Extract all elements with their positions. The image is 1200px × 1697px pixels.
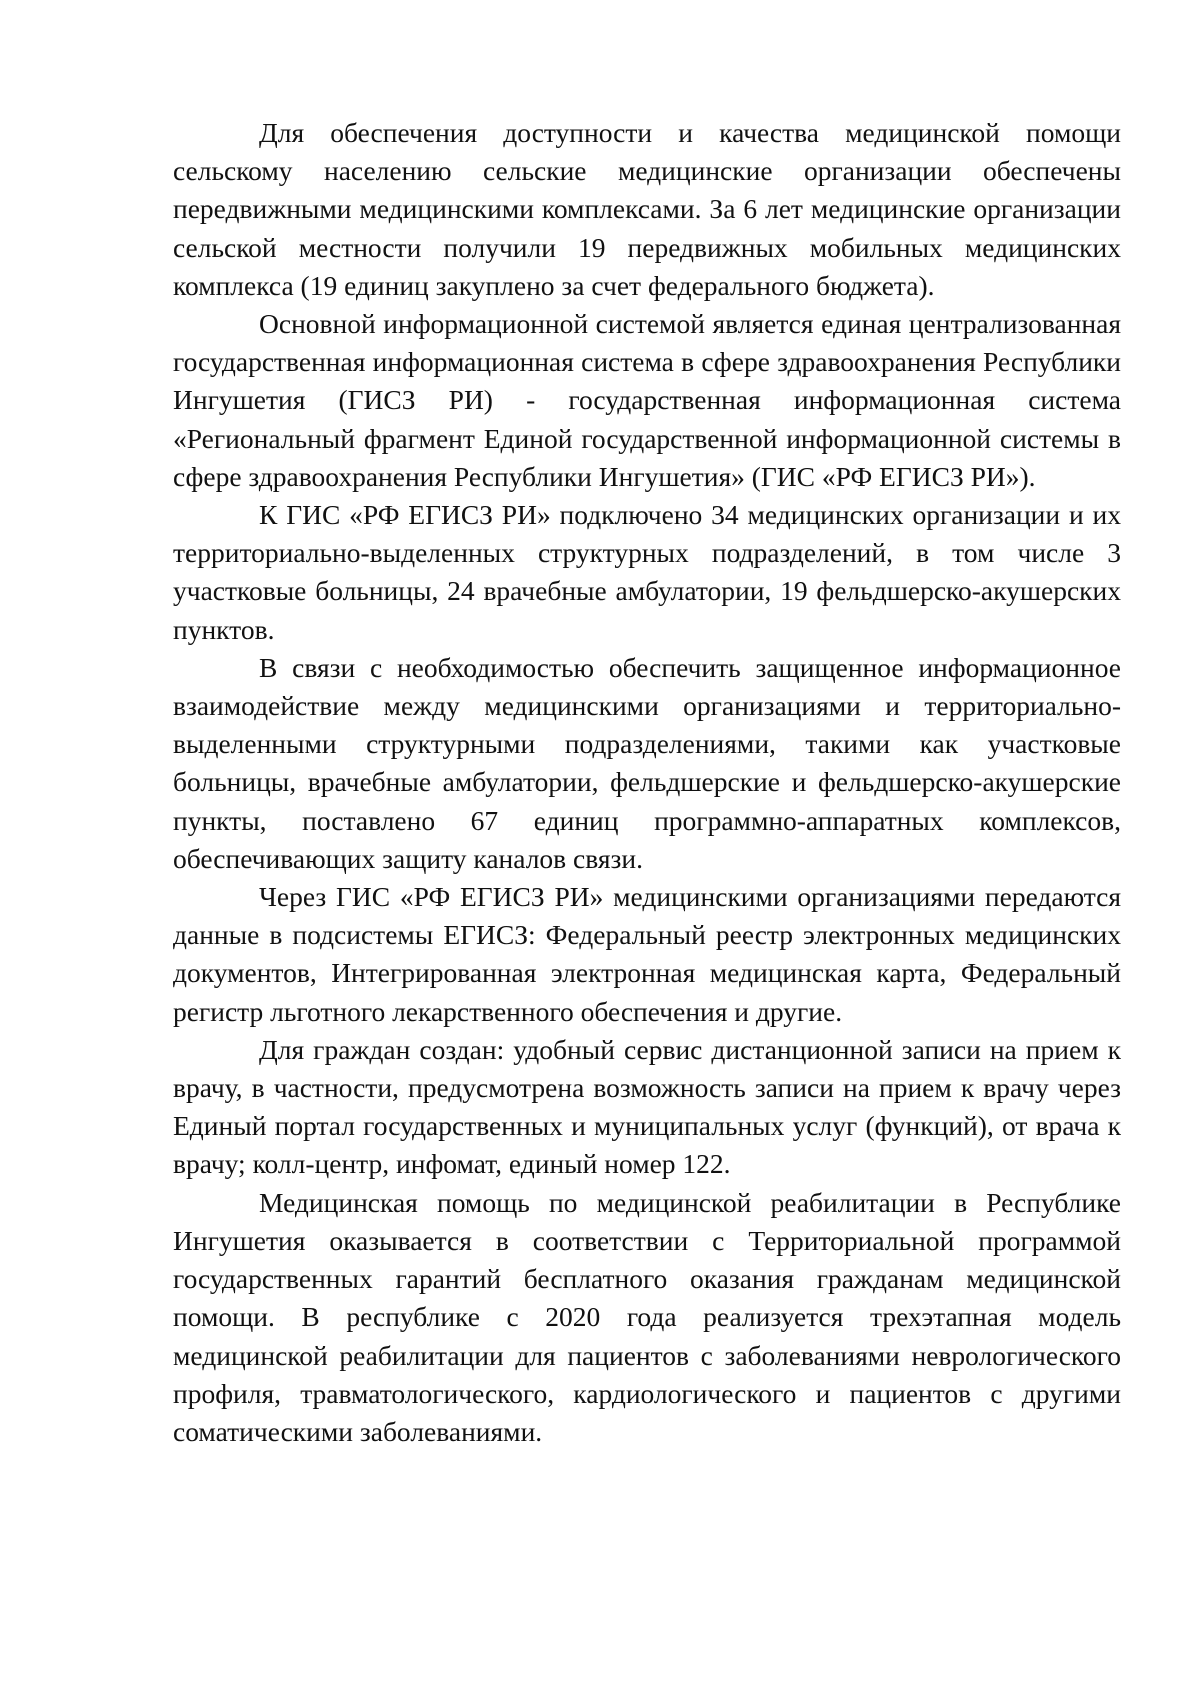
paragraph-information-system: Основной информационной системой является единая централизованная государственная информационная система в сфере здравоохранения Республики Ингушетия (ГИСЗ РИ) - государственная информационная система «Региональный фрагмент Единой государственной информационной системы в сфере здравоохранения Республики Ингушетия» (ГИС «РФ ЕГИСЗ РИ»). [173,308,1121,492]
paragraph-data-transfer: Через ГИС «РФ ЕГИСЗ РИ» медицинскими организациями передаются данные в подсистемы ЕГИСЗ: Федеральный реестр электронных медицинских документов, Интегрированная электронная медицинская карта, Федеральный регистр льготного лекарственного обеспечения и другие. [173,881,1121,1027]
paragraph-connected-organizations: К ГИС «РФ ЕГИСЗ РИ» подключено 34 медицинских организации и их территориально-выделенных структурных подразделений, в том числе 3 участковые больницы, 24 врачебные амбулатории, 19 фельдшерско-акушерских пунктов. [173,499,1121,645]
document-body [173,114,1121,1451]
paragraph-mobile-complexes: Для обеспечения доступности и качества медицинской помощи сельскому населению сельские медицинские организации обеспечены передвижными медицинскими комплексами. За 6 лет медицинские организации сельской местности получили 19 передвижных мобильных медицинских комплекса (19 единиц закуплено за счет федерального бюджета). [173,117,1121,301]
paragraph-citizen-services: Для граждан создан: удобный сервис дистанционной записи на прием к врачу, в частности, предусмотрена возможность записи на прием к врачу через Единый портал государственных и муниципальных услуг (функций), от врача к врачу; колл-центр, инфомат, единый номер 122. [173,1033,1121,1180]
paragraph-secure-channels: В связи с необходимостью обеспечить защищенное информационное взаимодействие между медицинскими организациями и территориально-выделенными структурными подразделениями, такими как участковые больницы, врачебные амбулатории, фельдшерские и фельдшерско-акушерские пункты, поставлено 67 единиц программно-аппаратных комплексов, обеспечивающих защиту каналов связи. [173,651,1121,874]
paragraph-rehabilitation: Медицинская помощь по медицинской реабилитации в Республике Ингушетия оказывается в соответствии с Территориальной программой государственных гарантий бесплатного оказания гражданам медицинской помощи. В республике с 2020 года реализуется трехэтапная модель медицинской реабилитации для пациентов с заболеваниями неврологического профиля, травматологического, кардиологического и пациентов с другими соматическими заболеваниями. [173,1186,1121,1447]
